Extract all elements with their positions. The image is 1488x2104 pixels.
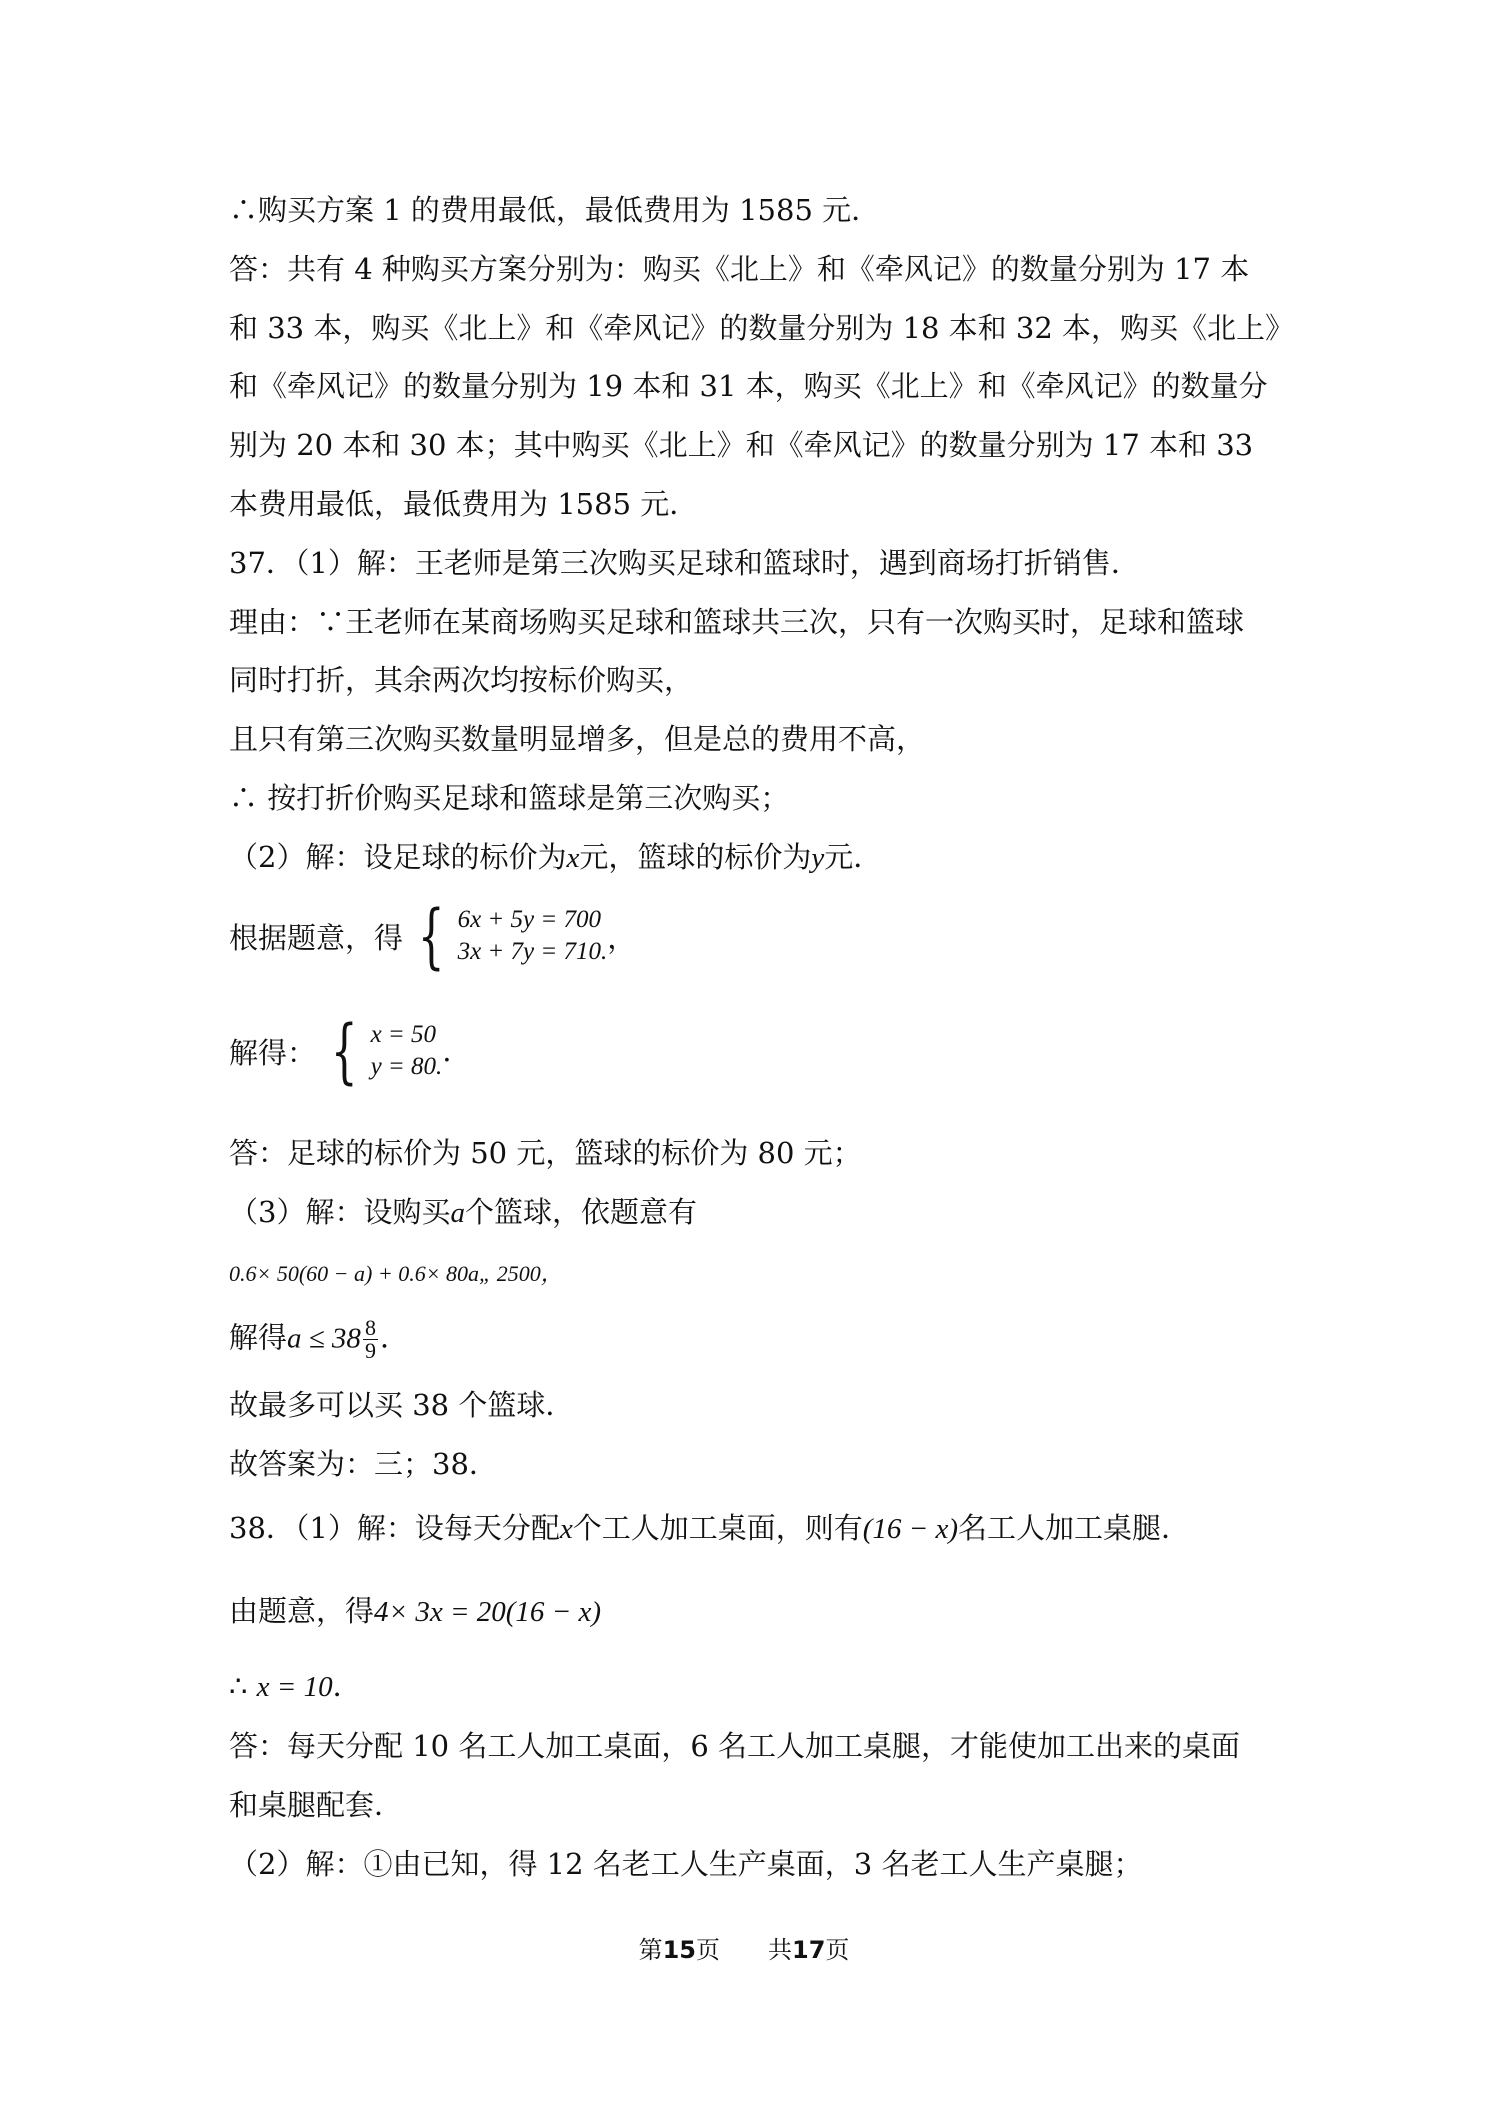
equation-system xyxy=(229,1010,452,1092)
math-expr: 4× 3x = 20(16 − x) xyxy=(374,1596,602,1628)
punctuation: ， xyxy=(607,920,637,955)
equation: x = 50 xyxy=(370,1021,437,1048)
math-var: x xyxy=(559,1513,573,1545)
text: （3）解：设购买 xyxy=(229,1195,451,1229)
page-number: 15 xyxy=(662,1936,696,1964)
page-footer xyxy=(0,1930,1488,1965)
text-line: 理由：∵王老师在某商场购买足球和篮球共三次，只有一次购买时，足球和篮球 xyxy=(229,605,1245,639)
math-expr: (16 − x) xyxy=(862,1513,959,1545)
footer-text: 第 xyxy=(638,1936,663,1964)
text: ． xyxy=(332,1669,362,1703)
equations xyxy=(458,904,608,968)
text-line: 同时打折，其余两次均按标价购买， xyxy=(229,663,694,697)
text-line: 答：共有 4 种购买方案分别为：购买《北上》和《牵风记》的数量分别为 17 本 xyxy=(229,252,1250,286)
text-line: 和桌腿配套． xyxy=(229,1788,404,1822)
text: 个篮球，依题意有 xyxy=(464,1195,697,1229)
text: ． xyxy=(379,1320,409,1355)
text: 38．（1）解：设每天分配 xyxy=(229,1511,560,1545)
footer-text: 页 xyxy=(825,1936,850,1964)
text-line xyxy=(229,1666,362,1707)
text-line: ∴购买方案 1 的费用最低，最低费用为 1585 元． xyxy=(229,193,881,227)
text-line: ∴ 按打折价购买足球和篮球是第三次购买； xyxy=(229,781,790,815)
footer-text: 页 共 xyxy=(696,1936,792,1964)
math-var: x xyxy=(566,842,580,874)
equations xyxy=(371,1019,443,1083)
denominator: 9 xyxy=(364,1338,376,1363)
fraction xyxy=(363,1317,378,1362)
text: （2）解：设足球的标价为 xyxy=(229,840,567,874)
math-var: a xyxy=(450,1197,465,1229)
text-line: 本费用最低，最低费用为 1585 元． xyxy=(229,487,699,521)
text: 由题意，得 xyxy=(229,1594,375,1628)
label: 根据题意，得 xyxy=(229,920,404,955)
text-line: 故最多可以买 38 个篮球． xyxy=(229,1388,575,1422)
text-line xyxy=(229,837,882,878)
text-line: 答：每天分配 10 名工人加工桌面，6 名工人加工桌腿，才能使加工出来的桌面 xyxy=(229,1729,1241,1763)
text-line xyxy=(229,1591,601,1632)
text: 解得 xyxy=(229,1320,288,1355)
text-line: 和 33 本，购买《北上》和《牵风记》的数量分别为 18 本和 32 本，购买《北上》 xyxy=(229,311,1295,345)
equation: 6x + 5y = 700 xyxy=(457,906,601,933)
text-line: （2）解：①由已知，得 12 名老工人生产桌面，3 名老工人生产桌腿； xyxy=(229,1847,1143,1881)
text-line: 37．（1）解：王老师是第三次购买足球和篮球时，遇到商场打折销售． xyxy=(229,546,1140,580)
text: 元，篮球的标价为 xyxy=(579,840,812,874)
text-line: 和《牵风记》的数量分别为 19 本和 31 本，购买《北上》和《牵风记》的数量分 xyxy=(229,369,1268,403)
text-line: 答：足球的标价为 50 元，篮球的标价为 80 元； xyxy=(229,1136,862,1170)
therefore-symbol: ∴ xyxy=(229,1669,248,1703)
total-pages: 17 xyxy=(792,1936,826,1964)
math-var: y xyxy=(811,842,825,874)
text-line xyxy=(229,1317,409,1362)
brace-icon: { xyxy=(417,895,445,977)
punctuation: . xyxy=(442,1034,452,1068)
text-line xyxy=(229,1192,697,1233)
equation-system xyxy=(229,895,637,977)
numerator: 8 xyxy=(364,1315,376,1340)
text: 元． xyxy=(824,840,883,874)
text-line xyxy=(229,1508,1190,1549)
text: 名工人加工桌腿． xyxy=(958,1511,1191,1545)
brace-icon: { xyxy=(330,1010,358,1092)
math-expr: a ≤ 38 xyxy=(287,1322,361,1355)
text-line: 故答案为：三；38． xyxy=(229,1447,498,1481)
label: 解得： xyxy=(229,1035,317,1070)
text: 个工人加工桌面，则有 xyxy=(572,1511,863,1545)
equation: 3x + 7y = 710. xyxy=(457,938,608,965)
inequality: 0.6× 50(60 − a) + 0.6× 80a„ 2500， xyxy=(229,1261,563,1286)
math-expr: x = 10 xyxy=(256,1671,333,1703)
text-line: 且只有第三次购买数量明显增多，但是总的费用不高， xyxy=(229,722,926,756)
text-line: 别为 20 本和 30 本；其中购买《北上》和《牵风记》的数量分别为 17 本和 33 xyxy=(229,428,1254,462)
equation: y = 80. xyxy=(370,1053,443,1080)
